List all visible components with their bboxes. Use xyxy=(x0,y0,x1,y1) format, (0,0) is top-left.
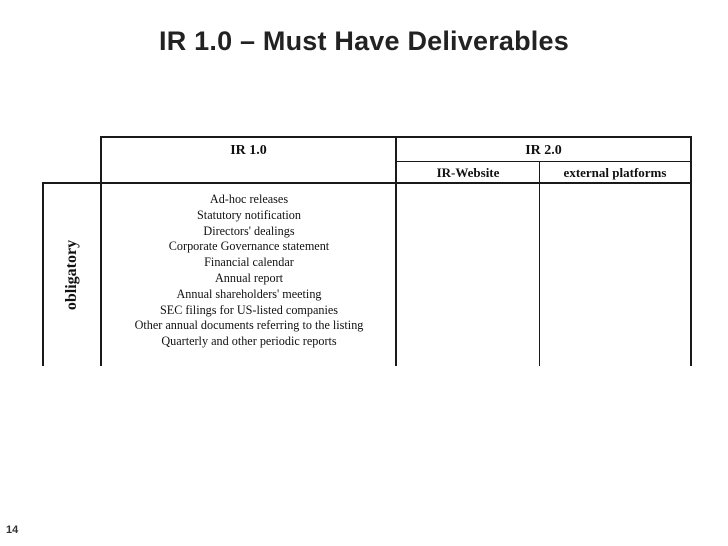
list-item: SEC filings for US-listed companies xyxy=(159,302,339,317)
right-outer-border xyxy=(690,136,692,366)
header-ir2: IR 2.0 xyxy=(525,143,562,158)
website-external-divider xyxy=(539,161,540,366)
slide-title: IR 1.0 – Must Have Deliverables xyxy=(159,26,569,56)
list-item: Corporate Governance statement xyxy=(168,239,330,254)
list-item: Annual shareholders' meeting xyxy=(176,286,322,301)
header-ir1: IR 1.0 xyxy=(230,143,267,158)
list-item: Annual report xyxy=(214,270,284,285)
subheader-ir-website: IR-Website xyxy=(436,165,500,180)
subheader-external-platforms: external platforms xyxy=(563,165,667,180)
list-item: Other annual documents referring to the listing xyxy=(134,318,364,333)
deliverables-list xyxy=(102,192,396,350)
row-label-obligatory xyxy=(42,184,102,366)
list-item: Statutory notification xyxy=(197,207,301,222)
deliverables-table xyxy=(42,136,692,366)
list-item: Directors' dealings xyxy=(203,223,295,238)
list-item: Ad-hoc releases xyxy=(209,192,289,206)
ir2-header-divider xyxy=(396,161,692,162)
row-label-text: obligatory xyxy=(63,239,80,311)
list-item: Financial calendar xyxy=(204,255,294,270)
list-item: Quarterly and other periodic reports xyxy=(161,334,337,349)
header-bottom-border xyxy=(42,182,692,184)
page-number: 14 xyxy=(6,524,19,536)
